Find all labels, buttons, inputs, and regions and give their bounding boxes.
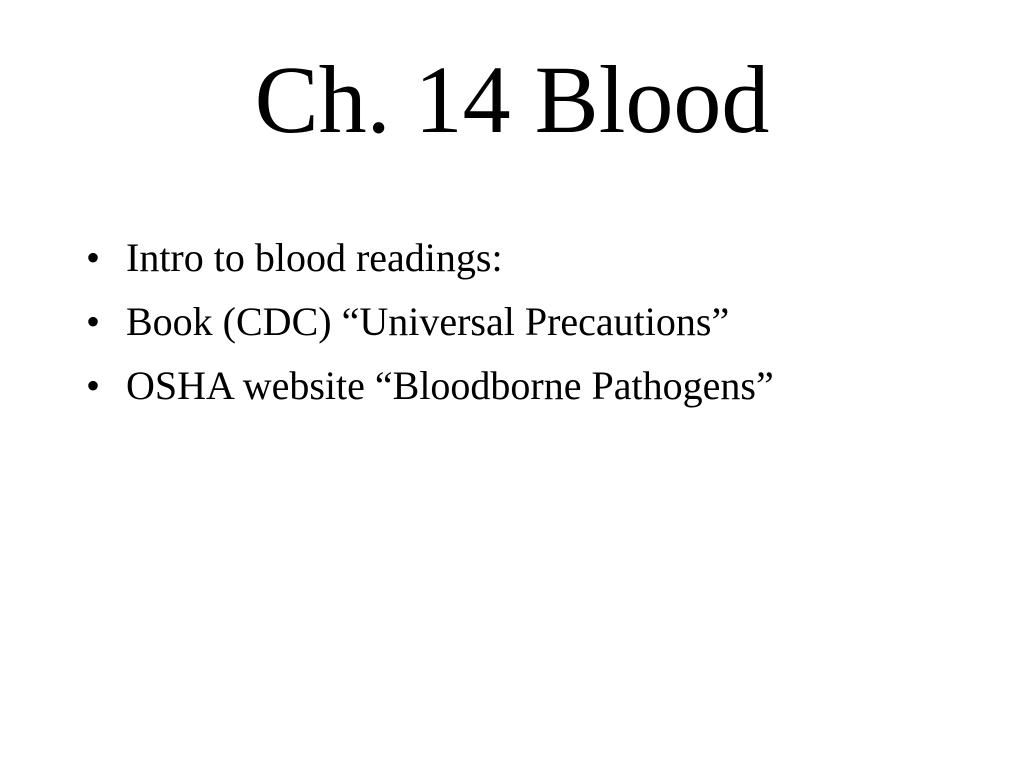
bullet-text-intro: Intro to blood readings: <box>126 235 503 280</box>
bullet-point-icon: • <box>86 299 101 344</box>
bullet-text-osha: OSHA website “Bloodborne Pathogens” <box>126 363 774 408</box>
slide-title: Ch. 14 Blood <box>254 46 770 153</box>
bullet-point-icon: • <box>86 235 101 280</box>
bullet-text-book-cdc: Book (CDC) “Universal Precautions” <box>126 299 730 344</box>
bullet-point-icon: • <box>86 363 101 408</box>
